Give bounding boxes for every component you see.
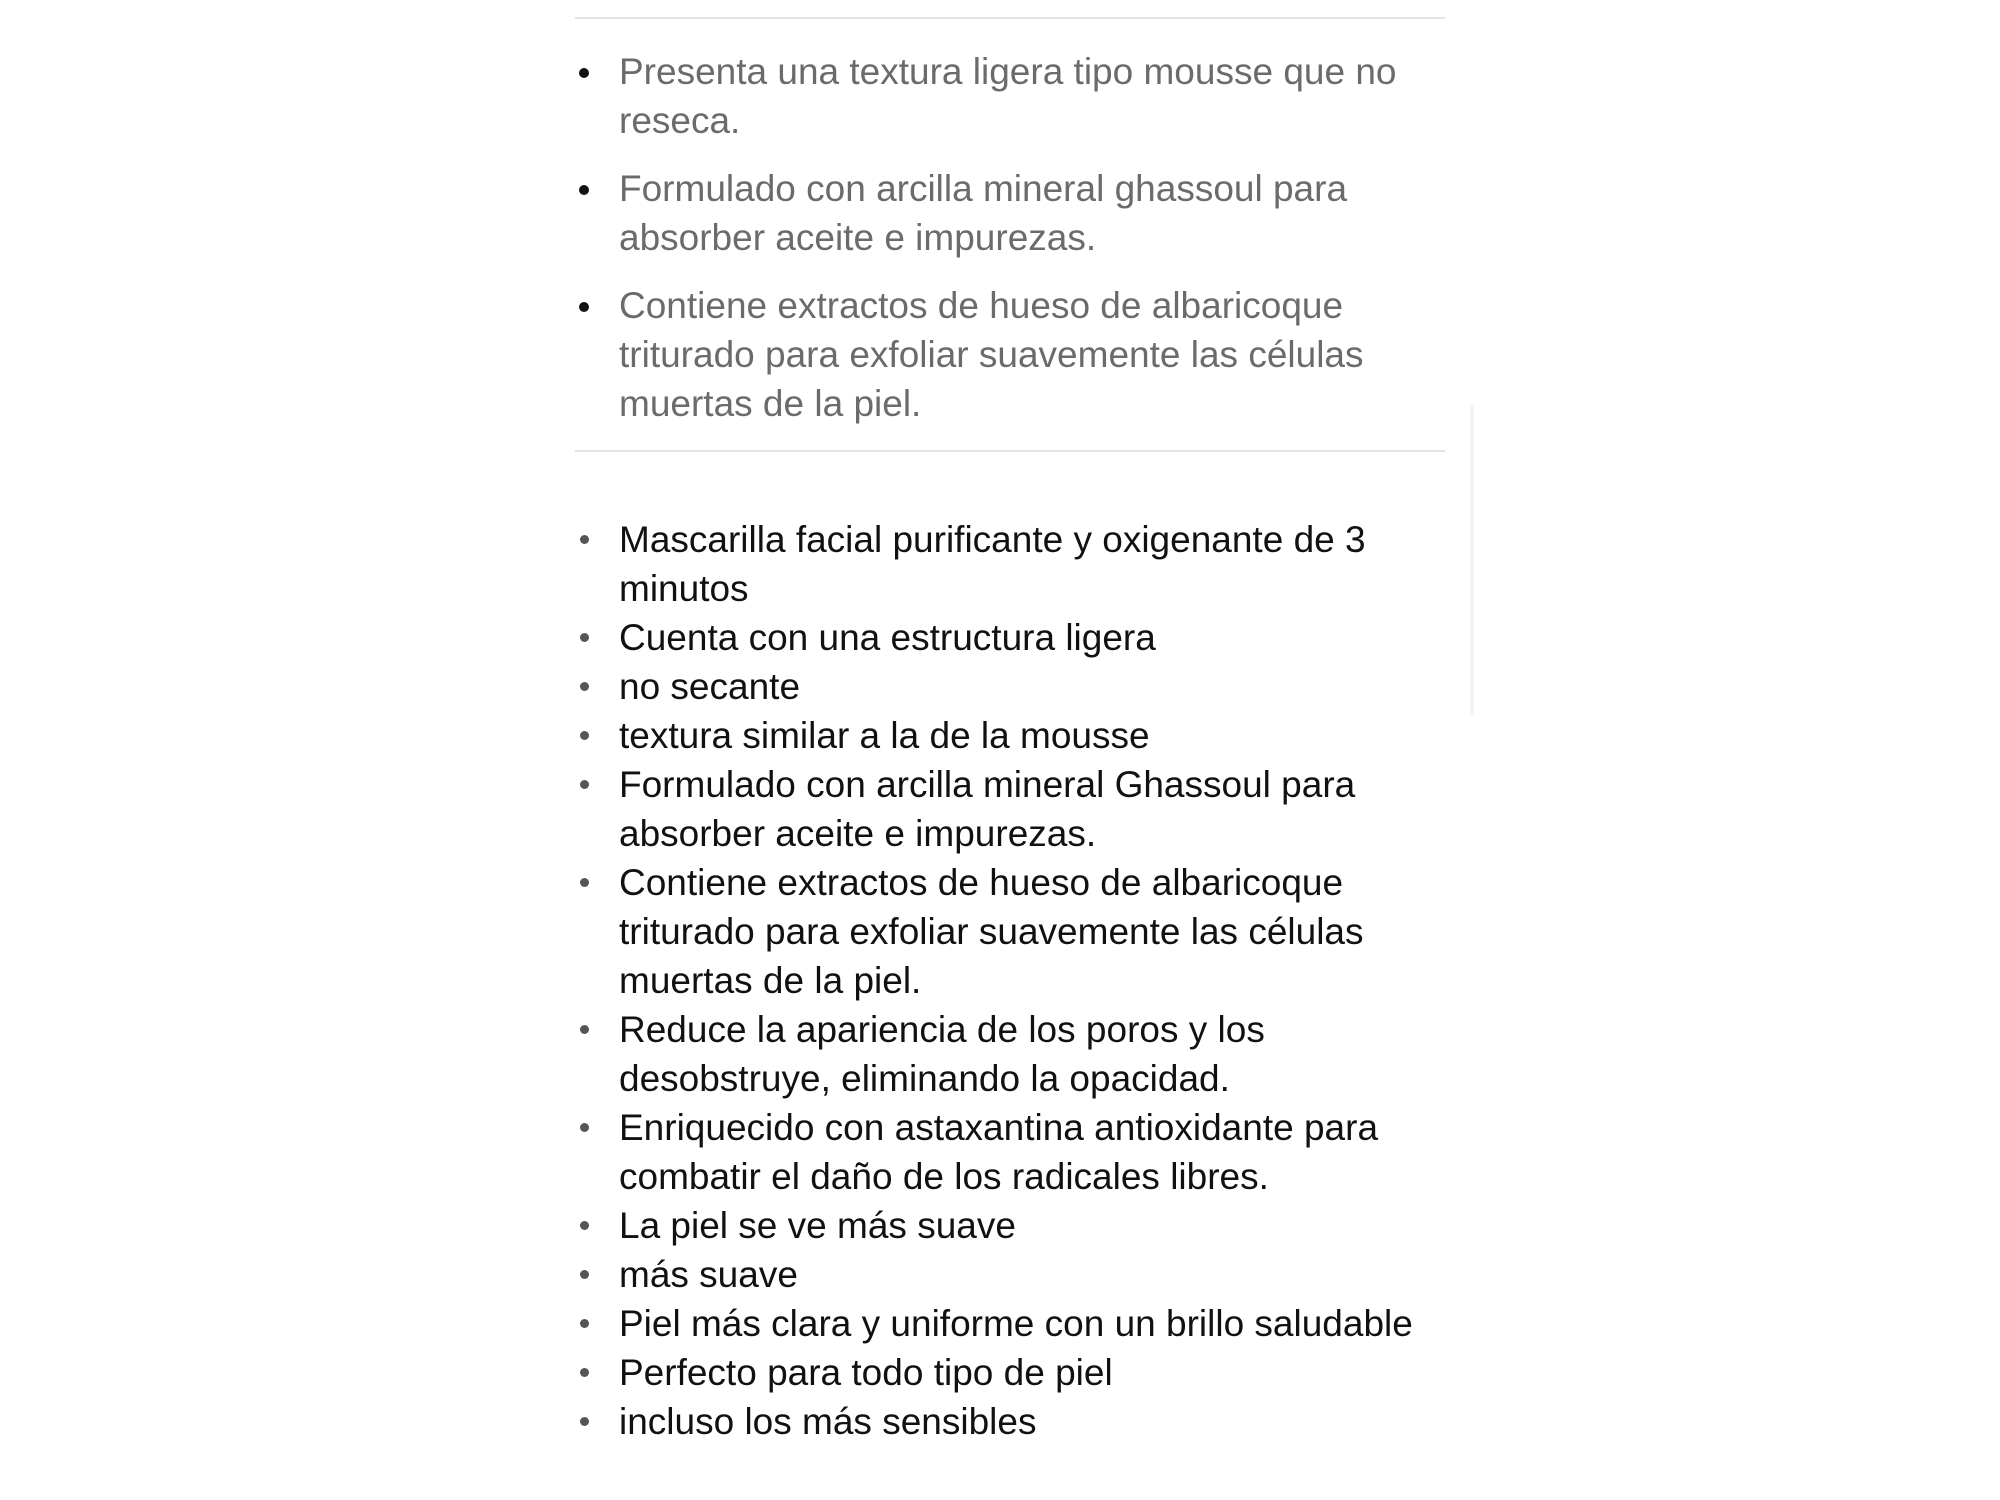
product-details [575, 0, 1445, 1446]
bullet-icon [580, 1319, 589, 1328]
description-item-text: Reduce la apariencia de los poros y los desobstruye, eliminando la opacidad. [619, 1009, 1265, 1099]
about-item-text: Formulado con arcilla mineral ghassoul para absorber aceite e impurezas. [619, 168, 1348, 258]
description-item [575, 662, 1445, 711]
description-item [575, 515, 1445, 613]
about-item-list [575, 19, 1445, 450]
about-item-text: Presenta una textura ligera tipo mousse que no reseca. [619, 51, 1397, 141]
about-item [575, 47, 1445, 145]
bullet-icon [580, 1221, 589, 1230]
about-item-text: Contiene extractos de hueso de albaricoque triturado para exfoliar suavemente las células muertas de la piel. [619, 285, 1364, 424]
bullet-icon [580, 1123, 589, 1132]
description-item-text: Enriquecido con astaxantina antioxidante para combatir el daño de los radicales libres. [619, 1107, 1379, 1197]
description-item [575, 613, 1445, 662]
bullet-icon [580, 1368, 589, 1377]
description-item [575, 711, 1445, 760]
bullet-icon [580, 731, 589, 740]
description-item [575, 1005, 1445, 1103]
description-item [575, 1397, 1445, 1446]
about-item [575, 164, 1445, 262]
bullet-icon [580, 1025, 589, 1034]
description-item-text: más suave [619, 1254, 798, 1295]
bullet-icon [580, 633, 589, 642]
bullet-icon [580, 780, 589, 789]
description-item [575, 1201, 1445, 1250]
description-item [575, 1250, 1445, 1299]
description-item-text: Formulado con arcilla mineral Ghassoul para absorber aceite e impurezas. [619, 764, 1356, 854]
description-item [575, 1299, 1445, 1348]
bullet-icon [579, 185, 589, 195]
description-item [575, 1348, 1445, 1397]
description-item [575, 760, 1445, 858]
description-item-text: incluso los más sensibles [619, 1401, 1037, 1442]
scrollbar-track[interactable] [1470, 405, 1474, 715]
description-item-text: Contiene extractos de hueso de albaricoque triturado para exfoliar suavemente las células muertas de la piel. [619, 862, 1364, 1001]
description-item-text: no secante [619, 666, 801, 707]
bullet-icon [579, 68, 589, 78]
description-item-text: La piel se ve más suave [619, 1205, 1016, 1246]
description-item-text: Perfecto para todo tipo de piel [619, 1352, 1113, 1393]
description-item-text: Piel más clara y uniforme con un brillo saludable [619, 1303, 1413, 1344]
bullet-icon [580, 878, 589, 887]
bullet-icon [580, 1270, 589, 1279]
description-item [575, 858, 1445, 1005]
bullet-icon [579, 302, 589, 312]
description-item [575, 1103, 1445, 1201]
description-item-text: textura similar a la de la mousse [619, 715, 1150, 756]
description-item-text: Mascarilla facial purificante y oxigenante de 3 minutos [619, 519, 1366, 609]
description-list [575, 452, 1445, 1446]
bullet-icon [580, 682, 589, 691]
bullet-icon [580, 1417, 589, 1426]
description-item-text: Cuenta con una estructura ligera [619, 617, 1156, 658]
about-item [575, 281, 1445, 428]
bullet-icon [580, 535, 589, 544]
